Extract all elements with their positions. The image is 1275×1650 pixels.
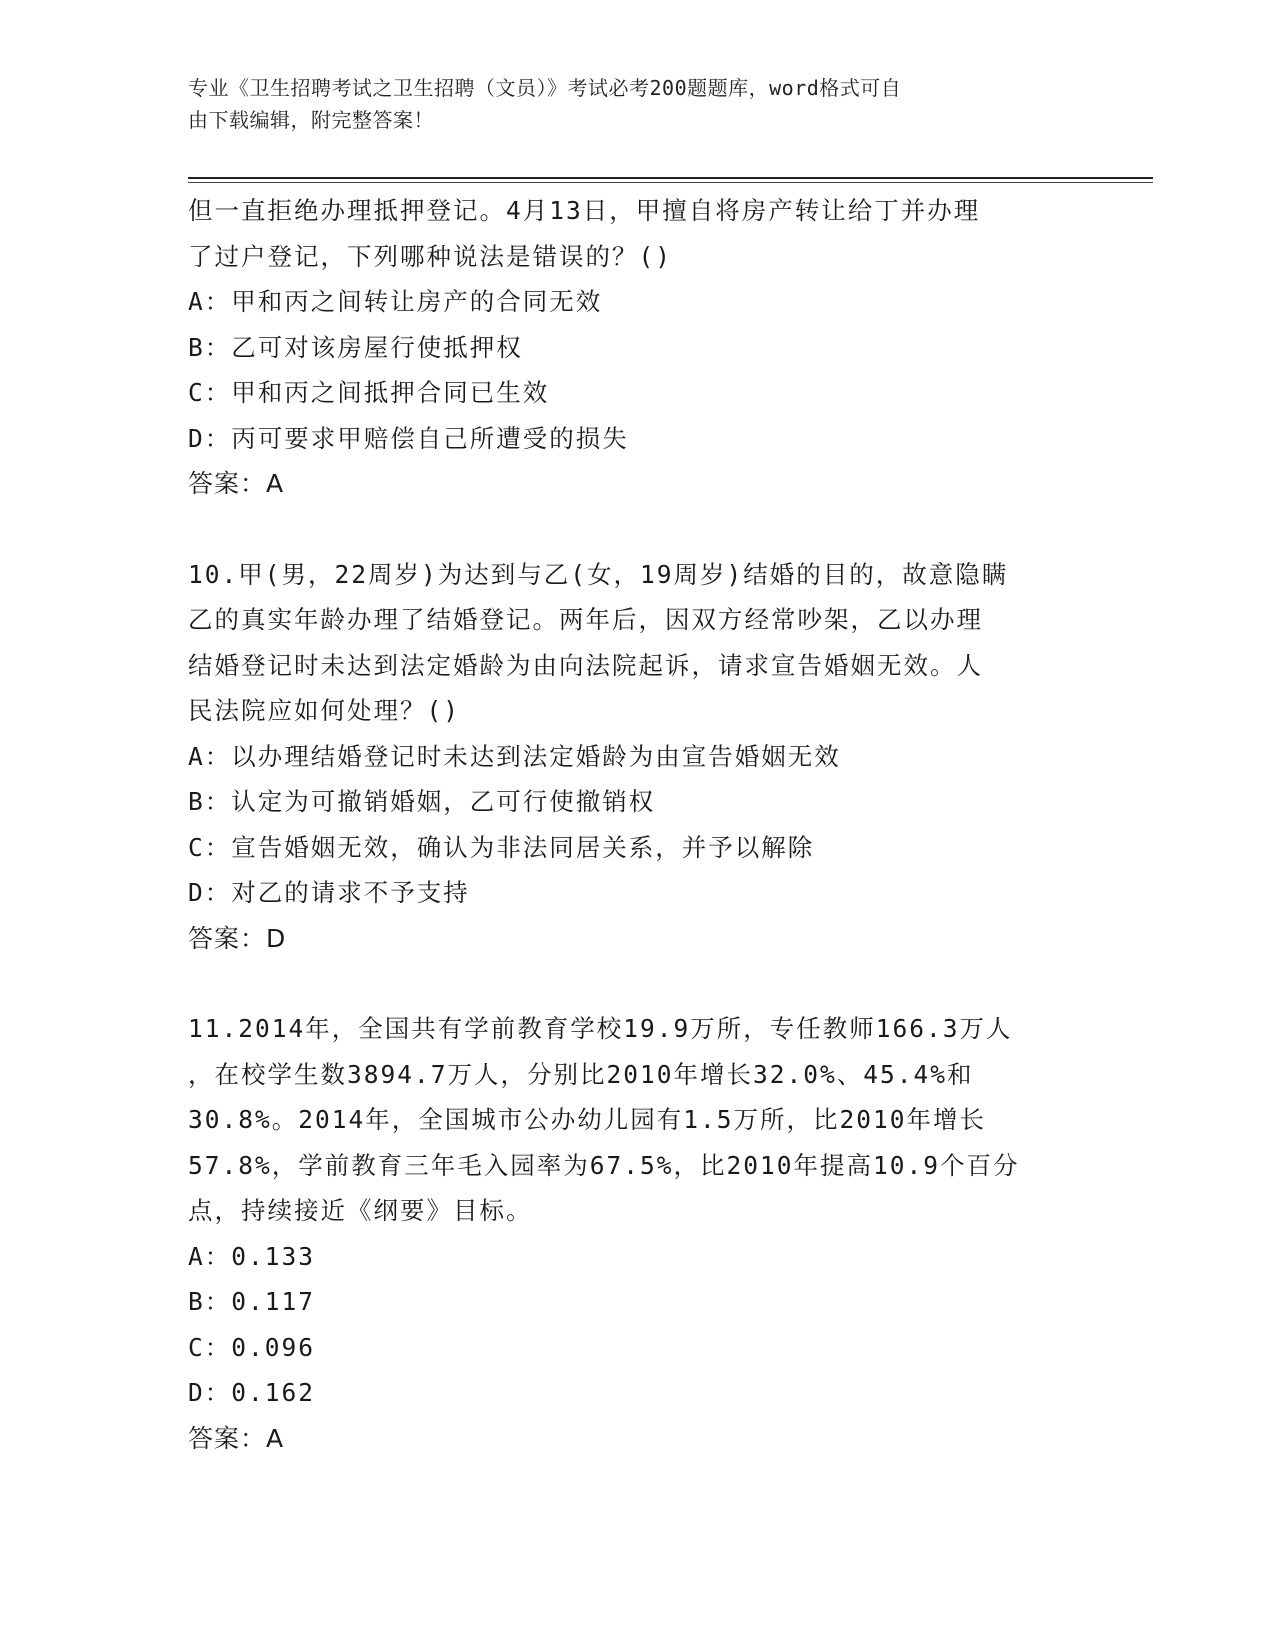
answer-line: 答案：D	[188, 923, 287, 953]
option-c: C：宣告婚姻无效，确认为非法同居关系，并予以解除	[188, 832, 815, 862]
question-stem-line: 点，持续接近《纲要》目标。	[188, 1196, 533, 1225]
spacer	[188, 507, 1068, 552]
question-stem-line: 但一直拒绝办理抵押登记。4月13日，甲擅自将房产转让给丁并办理	[188, 196, 981, 225]
spacer	[188, 961, 1068, 1006]
question-stem-line: 乙的真实年龄办理了结婚登记。两年后，因双方经常吵架，乙以办理	[188, 605, 983, 634]
question-stem-line: 了过户登记，下列哪种说法是错误的？()	[188, 241, 672, 271]
question-stem-line: 11.2014年，全国共有学前教育学校19.9万所，专任教师166.3万人	[188, 1014, 1013, 1043]
header-divider-thin	[188, 182, 1153, 183]
option-b: B：乙可对该房屋行使抵押权	[188, 332, 523, 362]
question-stem-line: 结婚登记时未达到法定婚龄为由向法院起诉，请求宣告婚姻无效。人	[188, 650, 983, 680]
answer-line: 答案：A	[188, 469, 285, 498]
option-a: A：0.133	[188, 1241, 316, 1271]
option-b: B：0.117	[188, 1287, 316, 1316]
page-header	[188, 72, 1068, 136]
option-b: B：认定为可撤销婚姻，乙可行使撤销权	[188, 787, 656, 816]
option-d: D：丙可要求甲赔偿自己所遭受的损失	[188, 423, 629, 453]
question-stem-line: 10.甲(男，22周岁)为达到与乙(女，19周岁)结婚的目的，故意隐瞒	[188, 559, 1009, 589]
option-a: A：以办理结婚登记时未达到法定婚龄为由宣告婚姻无效	[188, 741, 841, 771]
question-10	[188, 552, 1068, 962]
option-d: D：对乙的请求不予支持	[188, 878, 470, 907]
option-a: A：甲和丙之间转让房产的合同无效	[188, 287, 603, 316]
question-stem-line: 民法院应如何处理？()	[188, 696, 460, 725]
question-stem-line: ，在校学生数3894.7万人，分别比2010年增长32.0%、45.4%和	[188, 1059, 974, 1089]
option-c: C：甲和丙之间抵押合同已生效	[188, 378, 550, 407]
question-9	[188, 188, 1068, 507]
header-line: 由下载编辑，附完整答案！	[188, 108, 434, 132]
question-11	[188, 1006, 1068, 1461]
question-stem-line: 30.8%。2014年，全国城市公办幼儿园有1.5万所，比2010年增长	[188, 1105, 987, 1134]
option-d: D：0.162	[188, 1378, 316, 1407]
question-stem-line: 57.8%，学前教育三年毛入园率为67.5%，比2010年提高10.9个百分	[188, 1150, 1020, 1180]
header-line: 专业《卫生招聘考试之卫生招聘（文员）》考试必考200题题库，word格式可自	[188, 76, 902, 100]
option-c: C：0.096	[188, 1332, 316, 1362]
header-divider	[188, 177, 1153, 179]
answer-line: 答案：A	[188, 1423, 285, 1453]
question-list	[188, 188, 1068, 1461]
